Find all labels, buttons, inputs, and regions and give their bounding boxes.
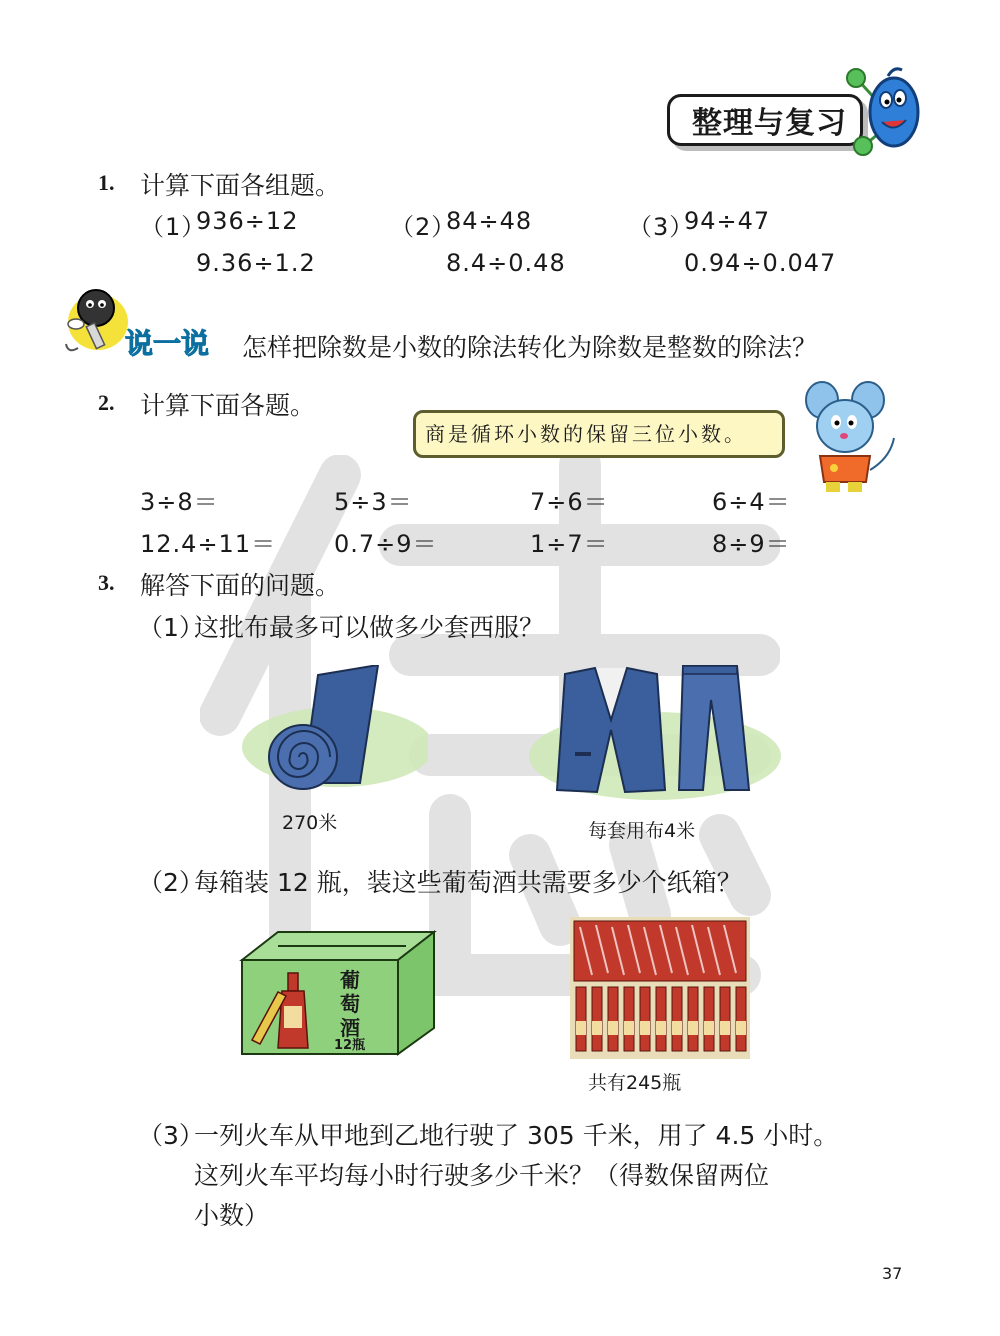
bottles-total-caption: 共有245瓶 bbox=[588, 1072, 682, 1094]
box-label-line3: 酒 bbox=[340, 1016, 360, 1040]
q1-group3-line2: 0.94÷0.047 bbox=[684, 249, 837, 277]
q2-r2-c1: 12.4÷11＝ bbox=[140, 530, 277, 558]
q1-group1-line1: 936÷12 bbox=[196, 207, 299, 235]
section-header-title: 整理与复习 bbox=[692, 106, 847, 141]
q3-p3-line3: 小数） bbox=[194, 1201, 270, 1230]
q1-group1-label: （1） bbox=[140, 213, 207, 241]
speech-bubble-text: 商是循环小数的保留三位小数。 bbox=[425, 422, 747, 446]
q2-title: 计算下面各题。 bbox=[140, 391, 316, 420]
wine-bottles-icon bbox=[570, 917, 750, 1059]
q2-r2-c3: 1÷7＝ bbox=[530, 530, 609, 558]
cloth-roll-icon bbox=[228, 665, 428, 805]
q1-group2-line1: 84÷48 bbox=[446, 207, 533, 235]
q1-title: 计算下面各组题。 bbox=[140, 171, 341, 200]
q2-r2-c2: 0.7÷9＝ bbox=[334, 530, 438, 558]
q3-title: 解答下面的问题。 bbox=[140, 571, 341, 600]
q1-group3-label: （3） bbox=[628, 213, 695, 241]
q3-number: 3. bbox=[98, 570, 115, 595]
q2-r2-c4: 8÷9＝ bbox=[712, 530, 791, 558]
q1-group2-line2: 8.4÷0.48 bbox=[446, 249, 566, 277]
cloth-length-caption: 270米 bbox=[282, 812, 338, 834]
q3-p2-label: （2） bbox=[138, 868, 204, 897]
box-label-line1: 葡 bbox=[340, 968, 360, 992]
page-number: 37 bbox=[882, 1264, 903, 1283]
q2-r1-c1: 3÷8＝ bbox=[140, 488, 219, 516]
q2-r1-c4: 6÷4＝ bbox=[712, 488, 791, 516]
mouse-mascot-icon bbox=[838, 52, 928, 162]
shuo-yi-shuo-label: 说一说 bbox=[125, 327, 210, 360]
q2-r1-c3: 7÷6＝ bbox=[530, 488, 609, 516]
box-count-label: 12瓶 bbox=[334, 1038, 366, 1053]
q2-number: 2. bbox=[98, 390, 115, 415]
q1-number: 1. bbox=[98, 170, 115, 195]
q3-p1-label: （1） bbox=[138, 613, 204, 642]
q3-p2-text: 每箱装 12 瓶，装这些葡萄酒共需要多少个纸箱？ bbox=[194, 868, 742, 897]
q3-p3-line1: 一列火车从甲地到乙地行驶了 305 千米，用了 4.5 小时。 bbox=[194, 1121, 839, 1150]
suit-usage-caption: 每套用布4米 bbox=[588, 820, 696, 842]
q1-group2-label: （2） bbox=[390, 213, 457, 241]
q3-p3-line2: 这列火车平均每小时行驶多少千米？（得数保留两位 bbox=[194, 1161, 770, 1190]
q2-r1-c2: 5÷3＝ bbox=[334, 488, 413, 516]
q3-p1-text: 这批布最多可以做多少套西服？ bbox=[194, 613, 545, 642]
suit-icon bbox=[525, 660, 785, 820]
q1-group1-line2: 9.36÷1.2 bbox=[196, 249, 316, 277]
mouse-character-icon bbox=[790, 378, 900, 498]
shuo-question: 怎样把除数是小数的除法转化为除数是整数的除法？ bbox=[242, 333, 818, 362]
box-label-line2: 萄 bbox=[340, 992, 360, 1016]
microphone-mascot-icon bbox=[58, 280, 128, 360]
q1-group3-line1: 94÷47 bbox=[684, 207, 771, 235]
q3-p3-label: （3） bbox=[138, 1121, 204, 1150]
